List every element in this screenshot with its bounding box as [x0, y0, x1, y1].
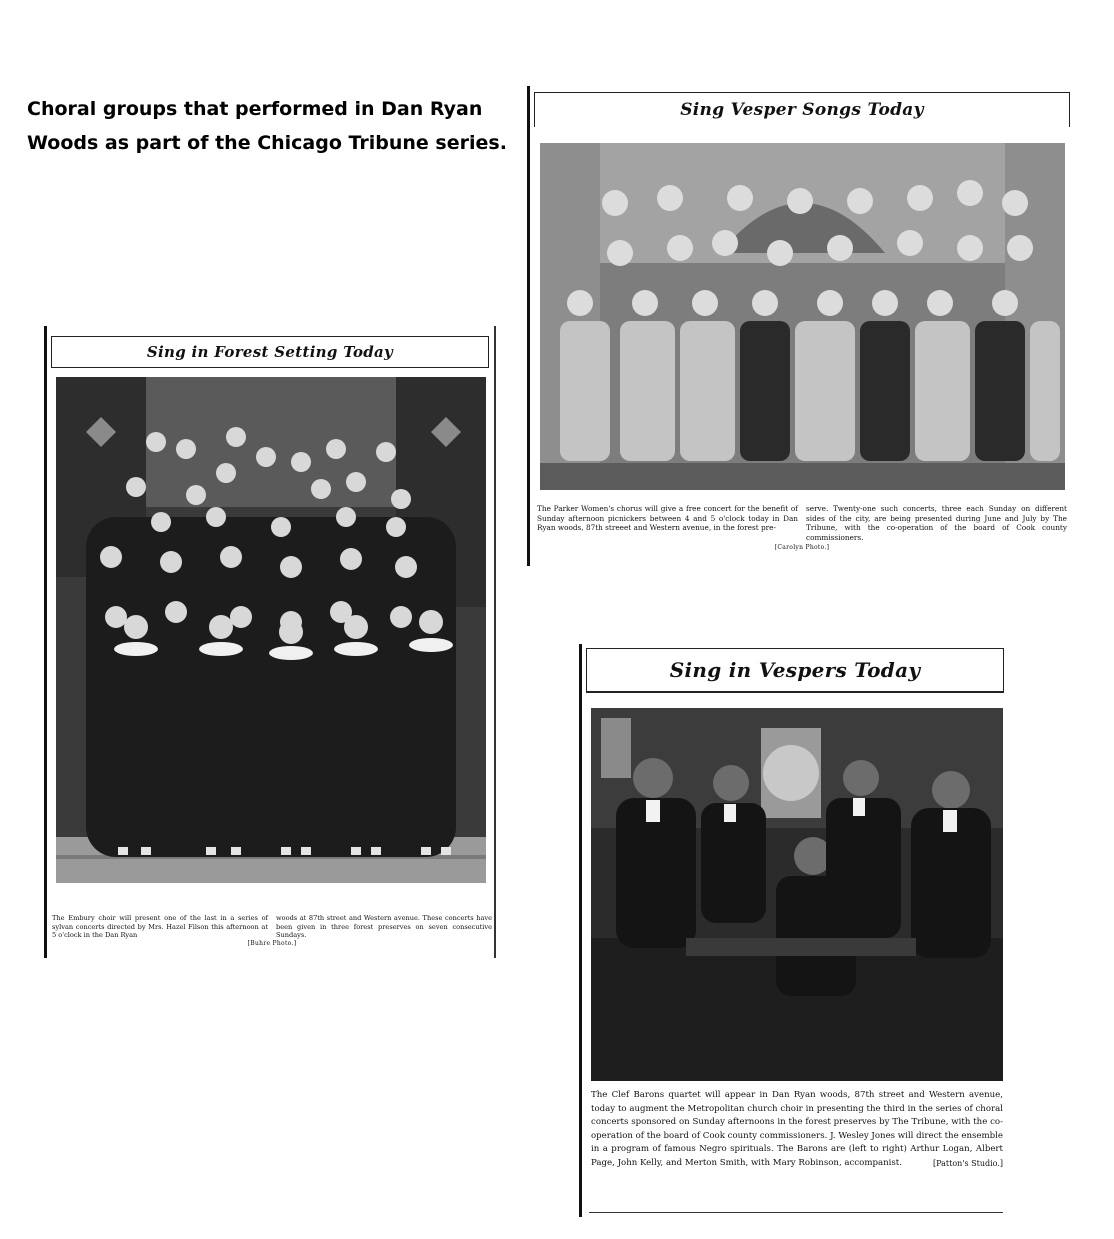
- clipping-forest-setting: [44, 326, 496, 958]
- photo-embury-choir: [56, 377, 486, 883]
- photo-credit: [Carolyn Photo.]: [774, 543, 830, 551]
- column-rule-right: [494, 326, 496, 958]
- page-heading: Choral groups that performed in Dan Ryan Woods as part of the Chicago Tribune series.: [27, 98, 507, 154]
- photo-parker-womens-chorus: [540, 143, 1065, 490]
- clipping-headline: Sing in Forest Setting Today: [51, 336, 489, 368]
- clipping-caption: [537, 504, 1067, 553]
- clipping-headline: Sing Vesper Songs Today: [534, 92, 1070, 127]
- column-rule-left: [579, 644, 582, 1217]
- column-rule-left: [527, 86, 530, 566]
- clipping-vespers: [579, 644, 1007, 1217]
- caption-column-2: woods at 87th street and Western avenue. These concerts have been given in three forest preserves on seven consecutive Sundays.: [276, 914, 492, 940]
- column-rule-left: [44, 326, 47, 958]
- photo-clef-barons-quartet: [591, 708, 1003, 1081]
- bottom-rule: [589, 1212, 1003, 1213]
- photo-credit: [Patton's Studio.]: [932, 1158, 1003, 1168]
- caption-column-1: The Embury choir will present one of the last in a series of sylvan concerts directed by Mrs. Hazel Filson this afternoon at 5 o'clock in the Dan Ryan: [52, 914, 268, 940]
- clipping-headline: Sing in Vespers Today: [586, 648, 1004, 693]
- caption-text: The Clef Barons quartet will appear in Dan Ryan woods, 87th street and Western avenue, today to augment the Metropolitan church choir in presenting the third in the series of choral concerts sponsored on Sunday afternoons in the forest preserves by The Tribune, with the co-operation of the board of Cook county commissioners. J. Wesley Jones will direct the ensemble in a program of famous Negro spirituals. The Barons are (left to right) Arthur Logan, Albert Page, John Kelly, and Merton Smith, with Mary Robinson, accompanist.: [591, 1090, 1003, 1168]
- photo-credit: [Buhre Photo.]: [247, 939, 297, 947]
- caption-column-1: The Parker Women's chorus will give a free concert for the benefit of Sunday afternoon picnickers between 4 and 5 o'clock today in Dan Ryan woods, 87th streeet and Western avenue, in the forest pre-: [537, 504, 798, 533]
- clipping-caption: [591, 1089, 1003, 1171]
- clipping-caption: [52, 914, 492, 948]
- clipping-vesper-songs: [527, 86, 1073, 566]
- caption-column-2: serve. Twenty-one such concerts, three each Sunday on different sides of the city, are being presented during June and July by The Tribune, with the co-operation of the board of Cook county commissioners.: [806, 504, 1067, 543]
